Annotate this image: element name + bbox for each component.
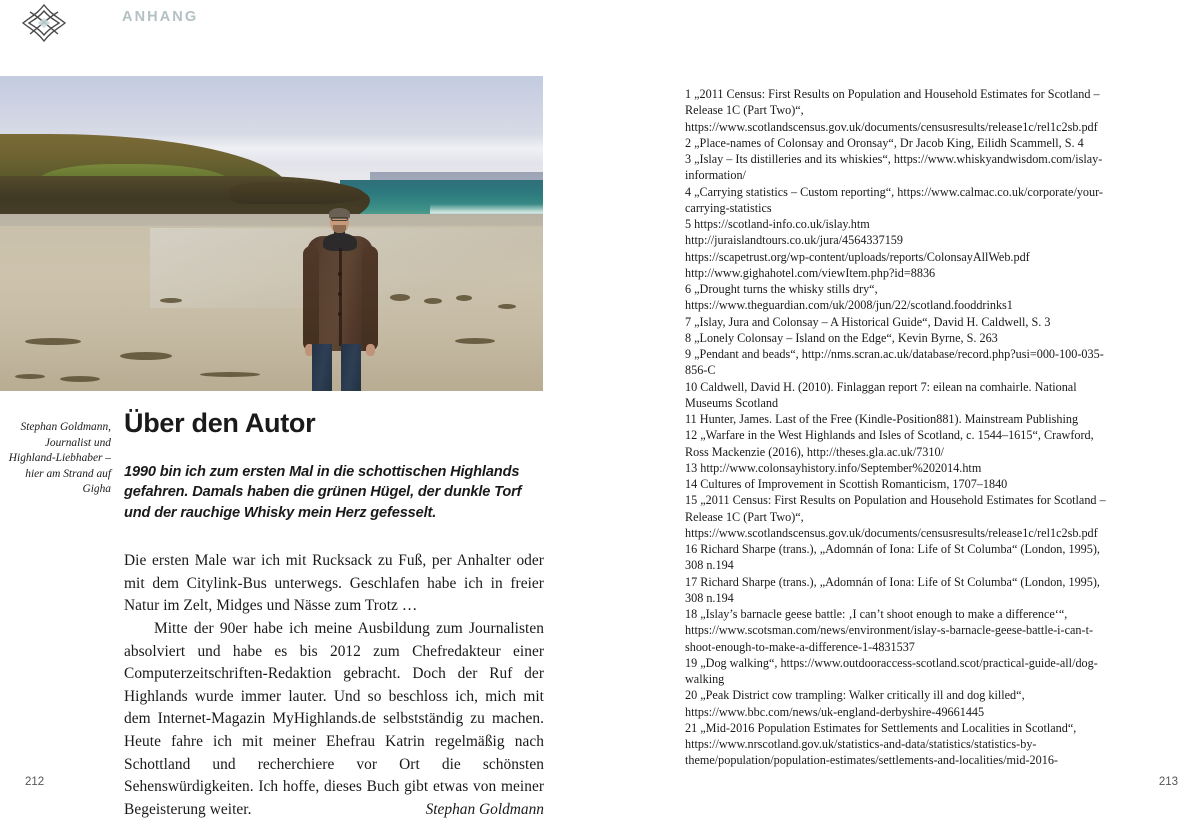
about-the-author-section [124,408,544,821]
references-list [685,86,1110,769]
photo-person-beard [333,225,346,233]
reference-item: 17 Richard Sharpe (trans.), „Adomnán of Iona: Life of St Columba“ (London, 1995), 308 n.194 [685,574,1100,605]
reference-item: 13 http://www.colonsayhistory.info/September%202014.htm [685,460,982,475]
reference-item: 21 „Mid-2016 Population Estimates for Settlements and Localities in Scotland“, https://www.nrscotland.gov.uk/statistics-and-data/statistics/statistics-by-theme/population/population-estimates/settlements-and-localities/mid-2016- [685,720,1077,768]
reference-item: 15 „2011 Census: First Results on Population and Household Estimates for Scotland – Release 1C (Part Two)“, https://www.scotlandscensus.gov.uk/documents/censusresults/release1c/rel1c2sb.pdf [685,493,1106,540]
reference-item: 11 Hunter, James. Last of the Free (Kindle-Position881). Mainstream Publishing [685,412,1079,426]
photo-seaweed [498,304,516,309]
body-paragraph-1: Die ersten Male war ich mit Rucksack zu Fuß, per Anhalter oder mit dem Citylink-Bus unterwegs. Geschlafen habe ich in freier Natur im Zelt, Midges und Nässe zum Trotz … [124,552,544,615]
reference-item: http://juraislandtours.co.uk/jura/4564337159 [685,233,903,248]
reference-item: 10 Caldwell, David H. (2010). Finlaggan report 7: eilean na comhairle. National Museums Scotland [685,379,1077,410]
reference-item: 14 Cultures of Improvement in Scottish Romanticism, 1707–1840 [685,477,1008,491]
reference-item: 12 „Warfare in the West Highlands and Isles of Scotland, c. 1544–1615“, Crawford, Ross Mackenzie (2016), http://theses.gla.ac.uk/7310/ [685,428,1094,459]
reference-item: 18 „Islay’s barnacle geese battle: ‚I can’t shoot enough to make a difference‘“, https://www.scotsman.com/news/environment/islay-s-barnacle-geese-battle-i-can-t-shoot-enough-to-make-a-difference-1-4831537 [685,607,1094,654]
body-paragraph-2: Mitte der 90er habe ich meine Ausbildung zum Journalisten absolviert und habe es bis 2012 zum Chefredakteur einer Computerzeitschriften-Redaktion gebracht. Doch der Ruf der Highlands wurde immer lauter. Und so beschloss ich, mich mit dem Internet-Magazin MyHighlands.de selbstständig zu machen. Heute fahre ich mit meiner Ehefrau Katrin regelmäßig nach Schottland und recherchiere vor Ort die schönsten Sehenswürdigkeiten. Ich hoffe, dieses Buch gibt etwas von meiner Begeisterung weiter. [124,620,544,818]
photo-seaweed [15,374,45,379]
photo-seaweed [160,298,182,303]
photo-seaweed [25,338,81,345]
reference-item: 6 „Drought turns the whisky stills dry“, https://www.theguardian.com/uk/2008/jun/22/scotland.fooddrinks1 [685,282,1013,313]
reference-item: https://scapetrust.org/wp-content/uploads/reports/ColonsayAllWeb.pdf [685,249,1030,264]
folio-right-page: 213 [1158,776,1178,788]
author-signature: Stephan Goldmann [425,800,544,818]
photo-caption: Stephan Goldmann, Journalist und Highland-Liebhaber – hier am Strand auf Gigha [8,421,111,496]
reference-item: 1 „2011 Census: First Results on Population and Household Estimates for Scotland – Release 1C (Part Two)“, https://www.scotlandscensus.gov.uk/documents/censusresults/release1c/rel1c2sb.pdf [685,87,1100,134]
photo-coat-button [338,292,342,296]
reference-item: 20 „Peak District cow trampling: Walker critically ill and dog killed“, https://www.bbc.com/news/uk-england-derbyshire-49661445 [685,688,1025,719]
photo-person-leg-left [312,344,332,391]
reference-item: 16 Richard Sharpe (trans.), „Adomnán of Iona: Life of St Columba“ (London, 1995), 308 n.194 [685,542,1100,573]
photo-seaweed [390,294,410,301]
photo-seaweed [424,298,442,304]
reference-item: 3 „Islay – Its distilleries and its whiskies“, https://www.whiskyandwisdom.com/islay-information/ [685,152,1103,183]
reference-item: 2 „Place-names of Colonsay and Oronsay“, Dr Jacob King, Eilidh Scammell, S. 4 [685,135,1084,150]
photo-coat-button [338,272,342,276]
folio-left-page: 212 [25,776,45,788]
photo-seaweed [456,295,472,301]
photo-person-arm-left [303,246,319,351]
photo-person-leg-right [341,344,361,391]
reference-item: 4 „Carrying statistics – Custom reporting“, https://www.calmac.co.uk/corporate/your-carrying-statistics [685,184,1103,215]
photo-seaweed [200,372,260,377]
photo-seaweed [60,376,100,382]
celtic-knot-icon [20,2,68,44]
reference-item: 5 https://scotland-info.co.uk/islay.htm [685,217,870,231]
photo-coat-button [338,312,342,316]
lead-paragraph: 1990 bin ich zum ersten Mal in die schottischen Highlands gefahren. Damals haben die grünen Hügel, der dunkle Torf und der rauchige Whisky mein Herz gefesselt. [124,464,522,521]
photo-seaweed [455,338,495,344]
author-photo [0,76,543,391]
photo-rock-shelf-far [230,182,365,204]
reference-item: 8 „Lonely Colonsay – Island on the Edge“, Kevin Byrne, S. 263 [685,330,998,345]
reference-item: http://www.gighahotel.com/viewItem.php?id=8836 [685,265,936,280]
reference-item: 19 „Dog walking“, https://www.outdooraccess-scotland.scot/practical-guide-all/dog-walking [685,655,1098,686]
photo-person-arm-right [362,246,378,351]
photo-person-hand-right [366,344,375,356]
section-label: ANHANG [122,9,199,25]
running-header [0,0,1203,68]
glasses-icon [331,217,348,221]
reference-item: 9 „Pendant and beads“, http://nms.scran.ac.uk/database/record.php?usi=000-100-035-856-C [685,347,1104,378]
photo-coat-placket [339,248,342,346]
photo-seaweed [120,352,172,360]
reference-item: 7 „Islay, Jura and Colonsay – A Historical Guide“, David H. Caldwell, S. 3 [685,314,1051,329]
page-title: Über den Autor [124,408,316,438]
